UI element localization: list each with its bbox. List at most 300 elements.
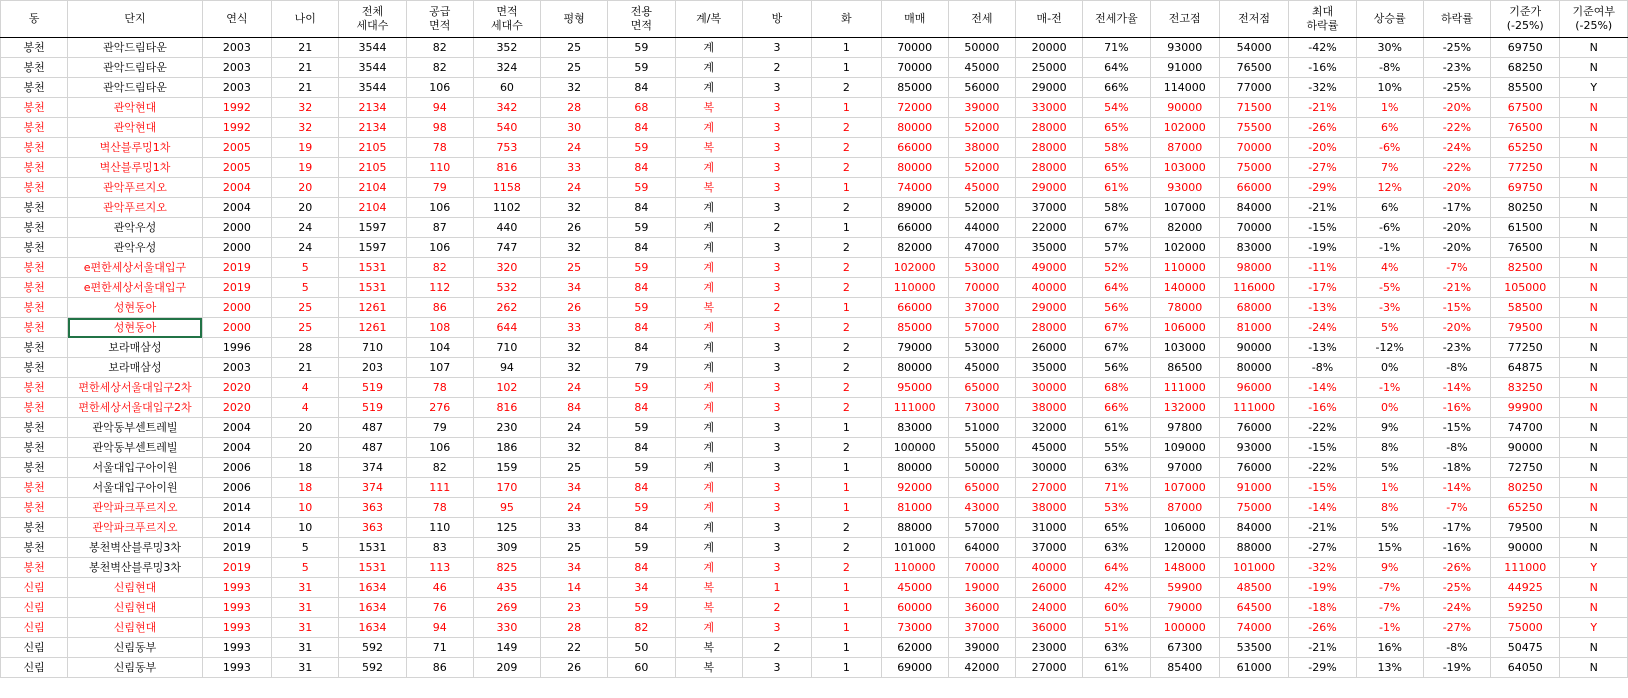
- table-cell[interactable]: 1993: [202, 618, 271, 638]
- table-cell[interactable]: N: [1560, 38, 1628, 58]
- table-cell[interactable]: 봉천: [1, 478, 68, 498]
- table-cell[interactable]: 1531: [339, 538, 406, 558]
- table-cell[interactable]: N: [1560, 298, 1628, 318]
- table-cell[interactable]: 2000: [202, 238, 271, 258]
- table-cell[interactable]: 계: [675, 118, 742, 138]
- table-cell[interactable]: 78000: [1150, 298, 1219, 318]
- table-cell[interactable]: 37000: [948, 298, 1015, 318]
- table-cell[interactable]: 3544: [339, 58, 406, 78]
- table-cell[interactable]: 29000: [1016, 298, 1083, 318]
- table-cell[interactable]: 57000: [948, 518, 1015, 538]
- table-cell[interactable]: 관악우성: [68, 238, 202, 258]
- table-cell[interactable]: 149: [473, 638, 540, 658]
- table-cell[interactable]: 59: [608, 378, 675, 398]
- table-cell[interactable]: 복: [675, 598, 742, 618]
- table-cell[interactable]: 106: [406, 198, 473, 218]
- table-cell[interactable]: 봉천: [1, 538, 68, 558]
- table-cell[interactable]: 54%: [1083, 98, 1150, 118]
- table-cell[interactable]: 45000: [948, 178, 1015, 198]
- table-cell[interactable]: 75000: [1491, 618, 1560, 638]
- table-cell[interactable]: 1%: [1356, 98, 1423, 118]
- table-cell[interactable]: 53500: [1219, 638, 1288, 658]
- table-cell[interactable]: 59: [608, 258, 675, 278]
- table-cell[interactable]: 816: [473, 158, 540, 178]
- column-header[interactable]: [1, 1, 68, 38]
- table-cell[interactable]: 50: [608, 638, 675, 658]
- table-cell[interactable]: 3: [742, 658, 811, 678]
- table-cell[interactable]: 95: [473, 498, 540, 518]
- table-cell[interactable]: 신림동부: [68, 638, 202, 658]
- table-cell[interactable]: -16%: [1423, 398, 1490, 418]
- table-cell[interactable]: 111000: [1219, 398, 1288, 418]
- table-cell[interactable]: -7%: [1423, 498, 1490, 518]
- table-cell[interactable]: 2003: [202, 78, 271, 98]
- table-cell[interactable]: 28: [541, 98, 608, 118]
- table-cell[interactable]: 1: [812, 418, 881, 438]
- table-cell[interactable]: 신림현대: [68, 618, 202, 638]
- table-cell[interactable]: 86: [406, 298, 473, 318]
- table-cell[interactable]: 32: [541, 438, 608, 458]
- table-cell[interactable]: 계: [675, 538, 742, 558]
- table-cell[interactable]: 203: [339, 358, 406, 378]
- table-cell[interactable]: 83000: [881, 418, 948, 438]
- table-cell[interactable]: 51%: [1083, 618, 1150, 638]
- table-cell[interactable]: 65%: [1083, 518, 1150, 538]
- table-cell[interactable]: 90000: [1150, 98, 1219, 118]
- table-cell[interactable]: N: [1560, 538, 1628, 558]
- table-cell[interactable]: 33000: [1016, 98, 1083, 118]
- table-cell[interactable]: 봉천: [1, 278, 68, 298]
- table-cell[interactable]: 84: [608, 478, 675, 498]
- table-cell[interactable]: -22%: [1423, 118, 1490, 138]
- table-cell[interactable]: 계: [675, 338, 742, 358]
- table-cell[interactable]: 82: [406, 38, 473, 58]
- table-cell[interactable]: 봉천: [1, 438, 68, 458]
- table-cell[interactable]: 50000: [948, 458, 1015, 478]
- table-cell[interactable]: 계: [675, 198, 742, 218]
- table-cell[interactable]: 3: [742, 38, 811, 58]
- table-cell[interactable]: 2000: [202, 218, 271, 238]
- table-cell[interactable]: 58%: [1083, 198, 1150, 218]
- table-cell[interactable]: 89000: [881, 198, 948, 218]
- column-header[interactable]: [812, 1, 881, 38]
- table-cell[interactable]: 2020: [202, 398, 271, 418]
- table-cell[interactable]: 봉천: [1, 378, 68, 398]
- table-cell[interactable]: 29000: [1016, 78, 1083, 98]
- table-cell[interactable]: 3544: [339, 78, 406, 98]
- table-cell[interactable]: 102000: [1150, 238, 1219, 258]
- table-cell[interactable]: 80250: [1491, 198, 1560, 218]
- table-cell[interactable]: 봉천: [1, 58, 68, 78]
- table-cell[interactable]: 관악드림타운: [68, 78, 202, 98]
- table-cell[interactable]: 1: [812, 618, 881, 638]
- table-cell[interactable]: 61%: [1083, 178, 1150, 198]
- table-cell[interactable]: 5: [272, 278, 339, 298]
- table-cell[interactable]: 110000: [1150, 258, 1219, 278]
- table-cell[interactable]: 67500: [1491, 98, 1560, 118]
- table-cell[interactable]: -8%: [1423, 438, 1490, 458]
- table-cell[interactable]: 109000: [1150, 438, 1219, 458]
- table-cell[interactable]: 50000: [948, 38, 1015, 58]
- table-cell[interactable]: -8%: [1423, 638, 1490, 658]
- table-cell[interactable]: 86500: [1150, 358, 1219, 378]
- table-cell[interactable]: -19%: [1289, 578, 1356, 598]
- table-cell[interactable]: 68000: [1219, 298, 1288, 318]
- table-cell[interactable]: 복: [675, 178, 742, 198]
- table-cell[interactable]: 보라매삼성: [68, 338, 202, 358]
- table-cell[interactable]: 269: [473, 598, 540, 618]
- table-cell[interactable]: 24: [541, 378, 608, 398]
- table-cell[interactable]: 84: [541, 398, 608, 418]
- table-cell[interactable]: 봉천벽산블루밍3차: [68, 558, 202, 578]
- table-cell[interactable]: 3: [742, 438, 811, 458]
- table-cell[interactable]: -13%: [1289, 298, 1356, 318]
- table-cell[interactable]: 262: [473, 298, 540, 318]
- table-cell[interactable]: -6%: [1356, 218, 1423, 238]
- table-cell[interactable]: 계: [675, 618, 742, 638]
- table-cell[interactable]: -21%: [1289, 638, 1356, 658]
- table-cell[interactable]: N: [1560, 338, 1628, 358]
- table-cell[interactable]: 30: [541, 118, 608, 138]
- table-cell[interactable]: 21: [272, 78, 339, 98]
- table-cell[interactable]: 2: [742, 598, 811, 618]
- table-cell[interactable]: 3: [742, 198, 811, 218]
- table-cell[interactable]: 1: [812, 58, 881, 78]
- table-cell[interactable]: 33: [541, 158, 608, 178]
- table-cell[interactable]: 19000: [948, 578, 1015, 598]
- table-cell[interactable]: 35000: [1016, 358, 1083, 378]
- table-cell[interactable]: 2: [812, 278, 881, 298]
- table-cell[interactable]: 6%: [1356, 118, 1423, 138]
- table-cell[interactable]: 64500: [1219, 598, 1288, 618]
- table-cell[interactable]: 230: [473, 418, 540, 438]
- table-cell[interactable]: 34: [541, 278, 608, 298]
- table-cell[interactable]: 710: [339, 338, 406, 358]
- table-cell[interactable]: 봉천: [1, 518, 68, 538]
- table-cell[interactable]: 83000: [1219, 238, 1288, 258]
- table-cell[interactable]: 23000: [1016, 638, 1083, 658]
- table-cell[interactable]: 6%: [1356, 198, 1423, 218]
- column-header[interactable]: [339, 1, 406, 38]
- table-cell[interactable]: 324: [473, 58, 540, 78]
- table-cell[interactable]: 2105: [339, 138, 406, 158]
- table-cell[interactable]: 32: [272, 118, 339, 138]
- table-cell[interactable]: 76500: [1219, 58, 1288, 78]
- table-cell[interactable]: N: [1560, 218, 1628, 238]
- table-cell[interactable]: 83250: [1491, 378, 1560, 398]
- table-cell[interactable]: 26: [541, 658, 608, 678]
- table-cell[interactable]: 65000: [948, 378, 1015, 398]
- table-cell[interactable]: 95000: [881, 378, 948, 398]
- table-cell[interactable]: N: [1560, 458, 1628, 478]
- table-cell[interactable]: -8%: [1289, 358, 1356, 378]
- table-cell[interactable]: 58500: [1491, 298, 1560, 318]
- table-cell[interactable]: 93000: [1150, 38, 1219, 58]
- table-cell[interactable]: 84: [608, 398, 675, 418]
- table-cell[interactable]: 84: [608, 158, 675, 178]
- table-cell[interactable]: 45000: [881, 578, 948, 598]
- table-cell[interactable]: 3: [742, 158, 811, 178]
- table-cell[interactable]: 20: [272, 438, 339, 458]
- table-cell[interactable]: 59: [608, 178, 675, 198]
- table-cell[interactable]: 97000: [1150, 458, 1219, 478]
- table-cell[interactable]: 23: [541, 598, 608, 618]
- table-cell[interactable]: 59: [608, 498, 675, 518]
- table-cell[interactable]: 132000: [1150, 398, 1219, 418]
- table-cell[interactable]: 102000: [1150, 118, 1219, 138]
- table-cell[interactable]: 2104: [339, 198, 406, 218]
- table-cell[interactable]: 32: [541, 238, 608, 258]
- table-cell[interactable]: 3: [742, 138, 811, 158]
- table-cell[interactable]: 55%: [1083, 438, 1150, 458]
- table-cell[interactable]: 67%: [1083, 338, 1150, 358]
- table-cell[interactable]: 2: [812, 138, 881, 158]
- table-cell[interactable]: 2134: [339, 98, 406, 118]
- table-cell[interactable]: 100000: [881, 438, 948, 458]
- table-cell[interactable]: -14%: [1423, 478, 1490, 498]
- table-cell[interactable]: 46: [406, 578, 473, 598]
- table-cell[interactable]: 209: [473, 658, 540, 678]
- table-cell[interactable]: 1: [812, 38, 881, 58]
- table-cell[interactable]: 61%: [1083, 418, 1150, 438]
- table-cell[interactable]: N: [1560, 498, 1628, 518]
- table-cell[interactable]: -22%: [1423, 158, 1490, 178]
- table-cell[interactable]: 48500: [1219, 578, 1288, 598]
- table-cell[interactable]: -22%: [1289, 418, 1356, 438]
- column-header[interactable]: [1356, 1, 1423, 38]
- table-cell[interactable]: 84: [608, 118, 675, 138]
- table-cell[interactable]: 31: [272, 638, 339, 658]
- table-cell[interactable]: 관악우성: [68, 218, 202, 238]
- table-cell[interactable]: 2: [742, 638, 811, 658]
- table-cell[interactable]: 68250: [1491, 58, 1560, 78]
- table-cell[interactable]: 성현동아: [68, 298, 202, 318]
- table-cell[interactable]: 관악파크푸르지오: [68, 518, 202, 538]
- table-cell[interactable]: 85000: [881, 78, 948, 98]
- table-cell[interactable]: -11%: [1289, 258, 1356, 278]
- table-cell[interactable]: 320: [473, 258, 540, 278]
- table-cell[interactable]: 28000: [1016, 158, 1083, 178]
- table-cell[interactable]: 49000: [1016, 258, 1083, 278]
- table-cell[interactable]: 3: [742, 118, 811, 138]
- table-cell[interactable]: 107000: [1150, 198, 1219, 218]
- table-cell[interactable]: 66%: [1083, 398, 1150, 418]
- table-cell[interactable]: 106000: [1150, 518, 1219, 538]
- table-cell[interactable]: 77250: [1491, 158, 1560, 178]
- table-cell[interactable]: 96000: [1219, 378, 1288, 398]
- table-cell[interactable]: 75500: [1219, 118, 1288, 138]
- table-cell[interactable]: 71%: [1083, 38, 1150, 58]
- table-cell[interactable]: 24: [541, 418, 608, 438]
- table-cell[interactable]: 34: [541, 558, 608, 578]
- table-cell[interactable]: 20: [272, 418, 339, 438]
- table-cell[interactable]: Y: [1560, 78, 1628, 98]
- table-cell[interactable]: 봉천: [1, 38, 68, 58]
- table-cell[interactable]: 관악푸르지오: [68, 198, 202, 218]
- table-cell[interactable]: 37000: [1016, 198, 1083, 218]
- table-cell[interactable]: 관악동부센트레빌: [68, 438, 202, 458]
- table-cell[interactable]: 59: [608, 298, 675, 318]
- table-cell[interactable]: 봉천: [1, 158, 68, 178]
- table-cell[interactable]: 106: [406, 78, 473, 98]
- table-cell[interactable]: 신림: [1, 618, 68, 638]
- table-cell[interactable]: 87000: [1150, 138, 1219, 158]
- table-cell[interactable]: 80000: [881, 358, 948, 378]
- table-cell[interactable]: 82: [406, 458, 473, 478]
- table-cell[interactable]: 2003: [202, 38, 271, 58]
- table-cell[interactable]: 3: [742, 518, 811, 538]
- table-cell[interactable]: -19%: [1423, 658, 1490, 678]
- table-cell[interactable]: 55000: [948, 438, 1015, 458]
- table-cell[interactable]: 70000: [948, 558, 1015, 578]
- table-cell[interactable]: 4%: [1356, 258, 1423, 278]
- table-cell[interactable]: 82: [608, 618, 675, 638]
- table-cell[interactable]: 59: [608, 218, 675, 238]
- table-cell[interactable]: -14%: [1289, 498, 1356, 518]
- table-cell[interactable]: 봉천: [1, 558, 68, 578]
- table-cell[interactable]: 70000: [948, 278, 1015, 298]
- table-cell[interactable]: 94: [473, 358, 540, 378]
- table-cell[interactable]: 복: [675, 98, 742, 118]
- table-cell[interactable]: 91000: [1150, 58, 1219, 78]
- table-cell[interactable]: 59: [608, 58, 675, 78]
- table-cell[interactable]: -17%: [1423, 518, 1490, 538]
- table-cell[interactable]: 75000: [1219, 158, 1288, 178]
- table-cell[interactable]: 서울대입구아이원: [68, 478, 202, 498]
- table-cell[interactable]: 90000: [1219, 338, 1288, 358]
- table-cell[interactable]: 69000: [881, 658, 948, 678]
- table-cell[interactable]: 66000: [881, 298, 948, 318]
- table-cell[interactable]: -20%: [1423, 178, 1490, 198]
- table-cell[interactable]: 3: [742, 458, 811, 478]
- table-cell[interactable]: 330: [473, 618, 540, 638]
- table-cell[interactable]: 39000: [948, 98, 1015, 118]
- table-cell[interactable]: 3: [742, 498, 811, 518]
- table-cell[interactable]: 25: [541, 538, 608, 558]
- column-header[interactable]: [272, 1, 339, 38]
- table-cell[interactable]: 42000: [948, 658, 1015, 678]
- table-cell[interactable]: 1: [812, 598, 881, 618]
- table-cell[interactable]: 19: [272, 138, 339, 158]
- table-cell[interactable]: 1: [812, 458, 881, 478]
- column-header[interactable]: [68, 1, 202, 38]
- table-cell[interactable]: 3: [742, 98, 811, 118]
- table-cell[interactable]: 32: [272, 98, 339, 118]
- column-header[interactable]: [1016, 1, 1083, 38]
- table-cell[interactable]: 26: [541, 218, 608, 238]
- table-cell[interactable]: 112: [406, 278, 473, 298]
- table-cell[interactable]: -24%: [1423, 138, 1490, 158]
- table-cell[interactable]: -24%: [1289, 318, 1356, 338]
- table-cell[interactable]: 66000: [1219, 178, 1288, 198]
- table-cell[interactable]: 78: [406, 138, 473, 158]
- table-cell[interactable]: 27000: [1016, 478, 1083, 498]
- table-cell[interactable]: 58%: [1083, 138, 1150, 158]
- table-cell[interactable]: 74000: [1219, 618, 1288, 638]
- table-cell[interactable]: 15%: [1356, 538, 1423, 558]
- table-cell[interactable]: 18: [272, 458, 339, 478]
- table-cell[interactable]: 1992: [202, 118, 271, 138]
- table-cell[interactable]: 105000: [1491, 278, 1560, 298]
- table-cell[interactable]: 3: [742, 558, 811, 578]
- table-cell[interactable]: 28000: [1016, 118, 1083, 138]
- table-cell[interactable]: 2004: [202, 438, 271, 458]
- table-cell[interactable]: 34: [541, 478, 608, 498]
- column-header[interactable]: [1491, 1, 1560, 38]
- table-cell[interactable]: 4: [272, 398, 339, 418]
- table-cell[interactable]: 봉천: [1, 238, 68, 258]
- table-cell[interactable]: 84: [608, 238, 675, 258]
- column-header[interactable]: [1289, 1, 1356, 38]
- table-cell[interactable]: 114000: [1150, 78, 1219, 98]
- table-cell[interactable]: 80250: [1491, 478, 1560, 498]
- table-cell[interactable]: 140000: [1150, 278, 1219, 298]
- table-cell[interactable]: N: [1560, 178, 1628, 198]
- table-cell[interactable]: 70000: [1219, 138, 1288, 158]
- table-cell[interactable]: 복: [675, 578, 742, 598]
- table-cell[interactable]: N: [1560, 58, 1628, 78]
- table-cell[interactable]: 65250: [1491, 498, 1560, 518]
- table-cell[interactable]: 2: [742, 298, 811, 318]
- table-cell[interactable]: 38000: [1016, 398, 1083, 418]
- table-cell[interactable]: -22%: [1289, 458, 1356, 478]
- table-cell[interactable]: 27000: [1016, 658, 1083, 678]
- table-cell[interactable]: 22: [541, 638, 608, 658]
- table-cell[interactable]: 계: [675, 258, 742, 278]
- table-cell[interactable]: 84: [608, 438, 675, 458]
- table-cell[interactable]: 69750: [1491, 178, 1560, 198]
- table-cell[interactable]: 20000: [1016, 38, 1083, 58]
- table-cell[interactable]: 1158: [473, 178, 540, 198]
- table-cell[interactable]: 1634: [339, 578, 406, 598]
- table-cell[interactable]: 52%: [1083, 258, 1150, 278]
- table-cell[interactable]: 101000: [1219, 558, 1288, 578]
- table-cell[interactable]: 3: [742, 398, 811, 418]
- table-cell[interactable]: 2: [812, 198, 881, 218]
- column-header[interactable]: [473, 1, 540, 38]
- table-cell[interactable]: -20%: [1423, 98, 1490, 118]
- table-cell[interactable]: -26%: [1289, 618, 1356, 638]
- table-cell[interactable]: 3: [742, 278, 811, 298]
- table-cell[interactable]: 77250: [1491, 338, 1560, 358]
- table-cell[interactable]: 79: [608, 358, 675, 378]
- table-cell[interactable]: 1531: [339, 258, 406, 278]
- column-header[interactable]: [1219, 1, 1288, 38]
- table-cell[interactable]: 3: [742, 378, 811, 398]
- table-cell[interactable]: 26000: [1016, 338, 1083, 358]
- table-cell[interactable]: 363: [339, 518, 406, 538]
- table-cell[interactable]: 64050: [1491, 658, 1560, 678]
- table-cell[interactable]: 70000: [1219, 218, 1288, 238]
- table-cell[interactable]: -23%: [1423, 58, 1490, 78]
- table-cell[interactable]: 56%: [1083, 358, 1150, 378]
- table-cell[interactable]: -26%: [1289, 118, 1356, 138]
- table-cell[interactable]: Y: [1560, 558, 1628, 578]
- table-cell[interactable]: 2: [812, 538, 881, 558]
- table-cell[interactable]: 봉천: [1, 258, 68, 278]
- table-cell[interactable]: 2: [812, 438, 881, 458]
- table-cell[interactable]: 74700: [1491, 418, 1560, 438]
- table-cell[interactable]: 34: [608, 578, 675, 598]
- table-cell[interactable]: 64000: [948, 538, 1015, 558]
- table-cell[interactable]: 2019: [202, 258, 271, 278]
- table-cell[interactable]: 94: [406, 98, 473, 118]
- table-cell[interactable]: 45000: [1016, 438, 1083, 458]
- table-cell[interactable]: 봉천: [1, 298, 68, 318]
- table-cell[interactable]: 26000: [1016, 578, 1083, 598]
- table-cell[interactable]: -16%: [1423, 538, 1490, 558]
- table-cell[interactable]: 125: [473, 518, 540, 538]
